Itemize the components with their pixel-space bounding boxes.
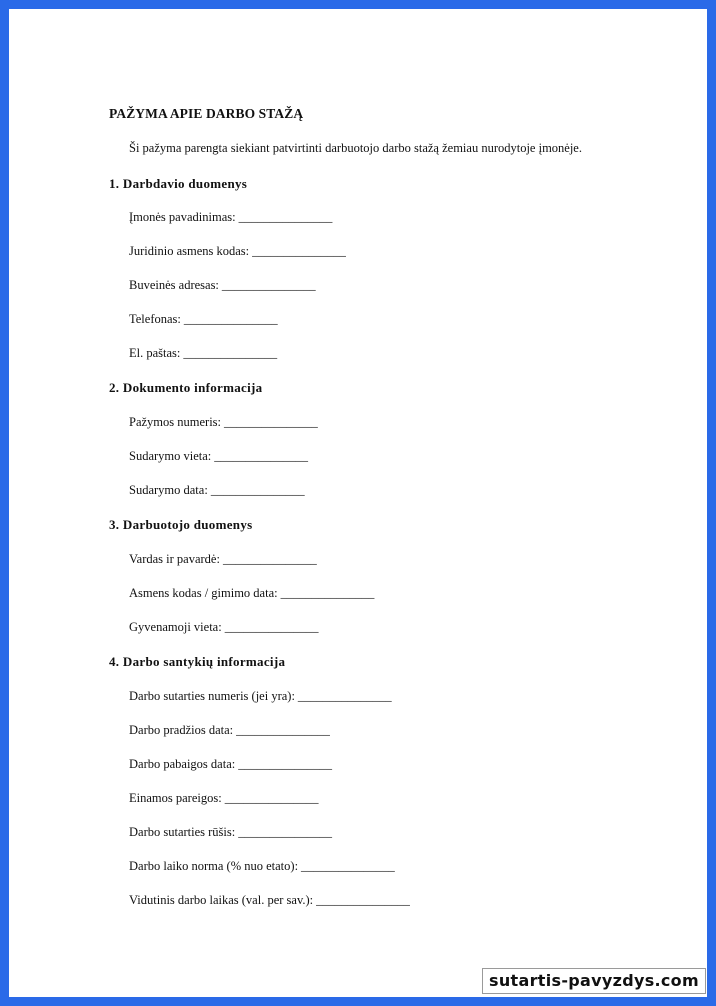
- section-heading-document-info: 2. Dokumento informacija: [109, 380, 263, 395]
- field-personal-code: [129, 586, 374, 601]
- fill-in-line: _______________: [210, 483, 305, 497]
- section-heading-employment: 4. Darbo santykių informacija: [109, 654, 286, 669]
- field-residence: [129, 620, 318, 635]
- field-end-date: [129, 757, 332, 772]
- intro-paragraph: Ši pažyma parengta siekiant patvirtinti darbuotojo darbo stažą žemiau nurodytoje įmonėje.: [129, 141, 582, 155]
- field-issue-place: [129, 449, 308, 464]
- field-company-address: [129, 278, 316, 293]
- field-certificate-number: [129, 415, 318, 430]
- fill-in-line: _______________: [224, 620, 319, 634]
- field-label: Telefonas:: [129, 312, 181, 326]
- field-label: Pažymos numeris:: [129, 415, 222, 429]
- section-heading-employer: 1. Darbdavio duomenys: [109, 176, 248, 191]
- field-label: Vardas ir pavardė:: [129, 552, 220, 566]
- document-title: PAŽYMA APIE DARBO STAŽĄ: [109, 106, 304, 121]
- field-label: Sudarymo data:: [129, 483, 208, 497]
- field-contract-number: [129, 689, 392, 704]
- field-label: Darbo sutarties rūšis:: [129, 825, 236, 839]
- fill-in-line: _______________: [301, 859, 395, 873]
- field-full-name: [129, 552, 317, 567]
- field-start-date: [129, 723, 330, 738]
- field-label: Asmens kodas / gimimo data:: [129, 586, 278, 600]
- field-issue-date: [129, 483, 305, 498]
- field-label: Darbo pabaigos data:: [129, 757, 236, 771]
- fill-in-line: _______________: [214, 449, 309, 463]
- field-label: Gyvenamoji vieta:: [129, 620, 222, 634]
- fill-in-line: _______________: [183, 312, 278, 326]
- fill-in-line: _______________: [297, 689, 392, 703]
- field-label: Juridinio asmens kodas:: [129, 244, 250, 258]
- field-position: [129, 791, 318, 806]
- fill-in-line: _______________: [238, 825, 332, 839]
- fill-in-line: _______________: [183, 346, 278, 360]
- fill-in-line: _______________: [224, 791, 319, 805]
- fill-in-line: _______________: [238, 210, 333, 224]
- field-contract-type: [129, 825, 332, 840]
- field-label: Vidutinis darbo laikas (val. per sav.):: [129, 893, 314, 907]
- fill-in-line: _______________: [224, 415, 318, 429]
- fill-in-line: _______________: [316, 893, 410, 907]
- field-phone: [129, 312, 278, 327]
- field-work-time-norm: [129, 859, 395, 874]
- field-label: Sudarymo vieta:: [129, 449, 212, 463]
- site-watermark: sutartis-pavyzdys.com: [482, 968, 706, 994]
- field-label: Darbo pradžios data:: [129, 723, 234, 737]
- fill-in-line: _______________: [238, 757, 332, 771]
- fill-in-line: _______________: [280, 586, 375, 600]
- field-label: Einamos pareigos:: [129, 791, 222, 805]
- field-label: Darbo sutarties numeris (jei yra):: [129, 689, 295, 703]
- fill-in-line: _______________: [221, 278, 316, 292]
- document-page: [9, 9, 707, 997]
- fill-in-line: _______________: [222, 552, 317, 566]
- fill-in-line: _______________: [252, 244, 346, 258]
- field-label: Įmonės pavadinimas:: [129, 210, 236, 224]
- field-company-code: [129, 244, 346, 259]
- field-company-name: [129, 210, 332, 225]
- field-email: [129, 346, 277, 361]
- section-heading-employee: 3. Darbuotojo duomenys: [109, 517, 253, 532]
- field-label: El. paštas:: [129, 346, 181, 360]
- field-label: Darbo laiko norma (% nuo etato):: [129, 859, 299, 873]
- field-average-hours: [129, 893, 410, 908]
- field-label: Buveinės adresas:: [129, 278, 219, 292]
- fill-in-line: _______________: [236, 723, 330, 737]
